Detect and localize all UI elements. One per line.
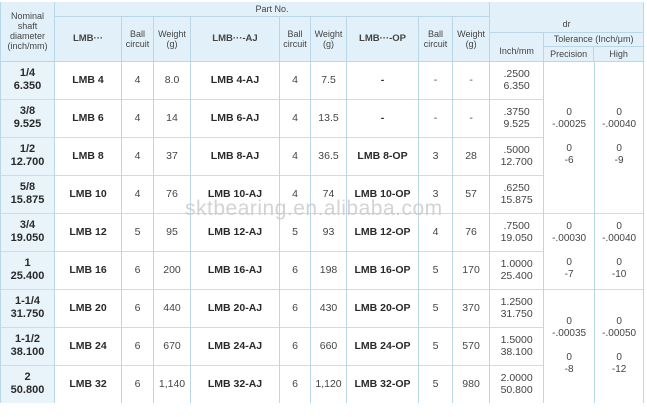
- ball-circuit-cell: 6: [280, 327, 311, 365]
- tolerance-value: 0: [566, 107, 572, 118]
- lmb-aj-part-cell: LMB 8-AJ: [191, 137, 280, 175]
- shaft-diameter-cell-line-2: 9.525: [13, 118, 42, 130]
- weight-cell: 13.5: [311, 99, 347, 137]
- ball-circuit-cell: 4: [419, 213, 453, 251]
- ball-circuit-cell: 4: [280, 61, 311, 99]
- tolerance-value: 0: [566, 352, 572, 363]
- table-row: [1, 61, 644, 99]
- shaft-diameter-cell-line-2: 31.750: [10, 308, 45, 320]
- tolerance-value: -6: [564, 155, 574, 166]
- lmb-header: LMB···: [55, 16, 122, 61]
- ball-circuit-cell: 6: [280, 251, 311, 289]
- shaft-diameter-cell: [1, 137, 55, 175]
- weight-header-1: Weight (g): [154, 16, 191, 61]
- dr-value-cell-line-1: 1.2500: [500, 296, 533, 308]
- precision-header: Precision: [544, 47, 594, 61]
- tolerance-gap: [595, 245, 643, 257]
- dr-value-cell-line-1: .5000: [503, 144, 530, 156]
- weight-cell: 57: [453, 175, 490, 213]
- tolerance-gap: [544, 340, 594, 352]
- lmb-part-cell: LMB 32: [55, 365, 122, 403]
- shaft-diameter-cell-line-1: 1: [24, 257, 31, 269]
- tolerance-value: -.00050: [602, 328, 637, 339]
- shaft-diameter-cell-line-2: 50.800: [10, 384, 45, 396]
- shaft-diameter-cell: [1, 213, 55, 251]
- data-body: [1, 61, 644, 403]
- tolerance-value: 0: [566, 257, 572, 268]
- ball-circuit-cell: 4: [122, 137, 154, 175]
- tolerance-value: 0: [566, 143, 572, 154]
- tolerance-value: -7: [564, 269, 574, 280]
- lmb-part-cell: LMB 20: [55, 289, 122, 327]
- tolerance-value: 0: [616, 107, 622, 118]
- dr-value-cell: [490, 61, 544, 99]
- shaft-diameter-cell-line-1: 3/4: [19, 219, 36, 231]
- tolerance-value: -.00040: [602, 119, 637, 130]
- ball-circuit-cell: -: [419, 99, 453, 137]
- ball-circuit-cell: 5: [280, 213, 311, 251]
- shaft-diameter-cell-line-1: 3/8: [19, 105, 36, 117]
- lmb-part-cell: LMB 4: [55, 61, 122, 99]
- dr-value-cell-line-1: .3750: [503, 106, 530, 118]
- high-tolerance-cell: [595, 61, 644, 213]
- lmb-aj-part-cell: LMB 4-AJ: [191, 61, 280, 99]
- dr-value-cell: [490, 175, 544, 213]
- shaft-diameter-cell-line-1: 1/4: [19, 67, 36, 79]
- tolerance-value: -.00025: [552, 119, 587, 130]
- dr-header: dr: [490, 16, 644, 32]
- weight-cell: 1,120: [311, 365, 347, 403]
- tolerance-value: 0: [616, 316, 622, 327]
- lmb-op-part-cell: LMB 24-OP: [347, 327, 419, 365]
- shaft-diameter-cell: [1, 251, 55, 289]
- watermark-text: sktbearing.en.alibaba.com: [185, 197, 443, 220]
- tolerance-value: -.00035: [552, 328, 587, 339]
- weight-header-3: Weight (g): [453, 16, 490, 61]
- shaft-diameter-cell-line-1: 1-1/2: [14, 333, 41, 345]
- weight-cell: 200: [154, 251, 191, 289]
- dr-value-cell-line-2: 6.350: [503, 80, 530, 92]
- nominal-diameter-header: Nominal shaft diameter (inch/mm): [1, 2, 55, 61]
- dr-value-cell-line-2: 50.800: [500, 384, 533, 396]
- tolerance-gap: [595, 131, 643, 143]
- high-tolerance-cell: [595, 213, 644, 289]
- shaft-diameter-cell: [1, 175, 55, 213]
- tolerance-value: 0: [616, 143, 622, 154]
- weight-cell: 76: [453, 213, 490, 251]
- weight-cell: 95: [154, 213, 191, 251]
- lmb-part-cell: LMB 16: [55, 251, 122, 289]
- dr-value-cell-line-2: 9.525: [503, 118, 530, 130]
- weight-header-2: Weight (g): [311, 16, 347, 61]
- precision-tolerance-cell: [544, 61, 595, 213]
- ball-circuit-cell: 5: [122, 213, 154, 251]
- weight-cell: 7.5: [311, 61, 347, 99]
- weight-cell: 570: [453, 327, 490, 365]
- ball-circuit-cell: 4: [280, 137, 311, 175]
- weight-cell: 170: [453, 251, 490, 289]
- dr-value-cell-line-2: 31.750: [500, 308, 533, 320]
- weight-cell: 440: [154, 289, 191, 327]
- weight-cell: 36.5: [311, 137, 347, 175]
- shaft-diameter-cell-line-2: 6.350: [13, 80, 42, 92]
- dr-value-cell-line-1: .2500: [503, 68, 530, 80]
- weight-cell: 370: [453, 289, 490, 327]
- shaft-diameter-cell-line-1: 1-1/4: [14, 295, 41, 307]
- table-row: [1, 213, 644, 251]
- shaft-diameter-cell-line-2: 25.400: [10, 270, 45, 282]
- tolerance-gap: [544, 245, 594, 257]
- dr-value-cell: [490, 327, 544, 365]
- weight-cell: 74: [311, 175, 347, 213]
- weight-cell: 430: [311, 289, 347, 327]
- weight-cell: 1,140: [154, 365, 191, 403]
- ball-circuit-cell: 6: [122, 251, 154, 289]
- lmb-part-cell: LMB 12: [55, 213, 122, 251]
- ball-circuit-cell: 4: [122, 175, 154, 213]
- dr-value-cell-line-2: 38.100: [500, 346, 533, 358]
- precision-tolerance-cell: [544, 213, 595, 289]
- shaft-diameter-cell-line-1: 1/2: [19, 143, 36, 155]
- ball-circuit-cell: 5: [419, 365, 453, 403]
- shaft-diameter-cell-line-2: 12.700: [10, 156, 45, 168]
- weight-cell: 28: [453, 137, 490, 175]
- shaft-diameter-cell-line-1: 5/8: [19, 181, 36, 193]
- dr-value-cell: [490, 213, 544, 251]
- weight-cell: -: [453, 61, 490, 99]
- ball-circuit-cell: 4: [122, 99, 154, 137]
- weight-cell: 76: [154, 175, 191, 213]
- lmb-op-part-cell: LMB 20-OP: [347, 289, 419, 327]
- lmb-op-part-cell: -: [347, 99, 419, 137]
- dr-value-cell-line-1: .7500: [503, 220, 530, 232]
- weight-cell: 93: [311, 213, 347, 251]
- tolerance-value: -12: [611, 364, 627, 375]
- ball-circuit-cell: 4: [280, 99, 311, 137]
- tolerance-subheaders: [544, 47, 643, 61]
- lmb-op-part-cell: LMB 8-OP: [347, 137, 419, 175]
- shaft-diameter-cell-line-2: 19.050: [10, 232, 45, 244]
- tolerance-value: 0: [616, 257, 622, 268]
- high-header: High: [609, 48, 628, 59]
- lmb-aj-part-cell: LMB 6-AJ: [191, 99, 280, 137]
- ball-circuit-cell: 3: [419, 175, 453, 213]
- dr-value-cell-line-2: 19.050: [500, 232, 533, 244]
- tolerance-header: Tolerance (Inch/μm): [544, 33, 643, 47]
- dr-value-cell: [490, 289, 544, 327]
- dr-value-cell-line-2: 12.700: [500, 156, 533, 168]
- ball-circuit-cell: 5: [419, 327, 453, 365]
- lmb-op-part-cell: LMB 32-OP: [347, 365, 419, 403]
- ball-circuit-cell: 6: [280, 365, 311, 403]
- dr-value-cell-line-1: .6250: [503, 182, 530, 194]
- lmb-part-cell: LMB 6: [55, 99, 122, 137]
- ball-circuit-cell: -: [419, 61, 453, 99]
- lmb-op-part-cell: LMB 10-OP: [347, 175, 419, 213]
- dr-value-cell-line-2: 15.875: [500, 194, 533, 206]
- tolerance-value: -9: [614, 155, 624, 166]
- shaft-diameter-cell-line-2: 38.100: [10, 346, 45, 358]
- shaft-diameter-cell: [1, 365, 55, 403]
- shaft-diameter-cell: [1, 327, 55, 365]
- lmb-part-cell: LMB 8: [55, 137, 122, 175]
- inch-mm-header: Inch/mm: [490, 32, 544, 61]
- tolerance-value: -.00040: [602, 233, 637, 244]
- weight-cell: 198: [311, 251, 347, 289]
- tolerance-value: 0: [616, 221, 622, 232]
- ball-circuit-cell: 4: [122, 61, 154, 99]
- lmb-aj-part-cell: LMB 16-AJ: [191, 251, 280, 289]
- part-no-header: Part No.: [55, 2, 490, 16]
- lmb-op-part-cell: -: [347, 61, 419, 99]
- tolerance-value: -8: [564, 364, 574, 375]
- shaft-diameter-cell-line-2: 15.875: [10, 194, 45, 206]
- lmb-op-header: LMB···-OP: [347, 16, 419, 61]
- weight-cell: 37: [154, 137, 191, 175]
- lmb-aj-part-cell: LMB 32-AJ: [191, 365, 280, 403]
- ball-circuit-header-3: Ball circuit: [419, 16, 453, 61]
- tolerance-header-group: [544, 32, 644, 61]
- ball-circuit-cell: 5: [419, 289, 453, 327]
- lmb-aj-part-cell: LMB 10-AJ: [191, 175, 280, 213]
- weight-cell: 980: [453, 365, 490, 403]
- shaft-diameter-cell-line-1: 2: [24, 371, 31, 383]
- lmb-op-part-cell: LMB 16-OP: [347, 251, 419, 289]
- ball-circuit-cell: 6: [122, 365, 154, 403]
- ball-circuit-cell: 3: [419, 137, 453, 175]
- dr-value-cell: [490, 99, 544, 137]
- ball-circuit-cell: 5: [419, 251, 453, 289]
- high-tolerance-cell: [595, 289, 644, 403]
- weight-cell: 660: [311, 327, 347, 365]
- dr-value-cell-line-1: 1.5000: [500, 334, 533, 346]
- lmb-aj-part-cell: LMB 12-AJ: [191, 213, 280, 251]
- table-row: [1, 289, 644, 327]
- tolerance-value: 0: [566, 221, 572, 232]
- tolerance-gap: [544, 131, 594, 143]
- tolerance-value: 0: [616, 352, 622, 363]
- weight-cell: -: [453, 99, 490, 137]
- shaft-diameter-cell: [1, 99, 55, 137]
- lmb-aj-part-cell: LMB 24-AJ: [191, 327, 280, 365]
- lmb-part-cell: LMB 10: [55, 175, 122, 213]
- shaft-diameter-cell: [1, 289, 55, 327]
- dr-value-cell: [490, 137, 544, 175]
- tolerance-value: -.00030: [552, 233, 587, 244]
- weight-cell: 14: [154, 99, 191, 137]
- ball-circuit-cell: 6: [280, 289, 311, 327]
- lmb-op-part-cell: LMB 12-OP: [347, 213, 419, 251]
- ball-circuit-cell: 6: [122, 289, 154, 327]
- precision-tolerance-cell: [544, 289, 595, 403]
- bearing-spec-table: [0, 2, 644, 403]
- ball-circuit-header-1: Ball circuit: [122, 16, 154, 61]
- ball-circuit-cell: 6: [122, 327, 154, 365]
- ball-circuit-header-2: Ball circuit: [280, 16, 311, 61]
- dr-value-cell: [490, 251, 544, 289]
- lmb-aj-part-cell: LMB 20-AJ: [191, 289, 280, 327]
- dr-value-cell-line-1: 1.0000: [500, 258, 533, 270]
- tolerance-value: -10: [611, 269, 627, 280]
- lmb-part-cell: LMB 24: [55, 327, 122, 365]
- weight-cell: 8.0: [154, 61, 191, 99]
- weight-cell: 670: [154, 327, 191, 365]
- dr-spacer-header: [490, 2, 644, 16]
- dr-value-cell-line-2: 25.400: [500, 270, 533, 282]
- dr-value-cell-line-1: 2.0000: [500, 372, 533, 384]
- tolerance-value: 0: [566, 316, 572, 327]
- shaft-diameter-cell: [1, 61, 55, 99]
- tolerance-gap: [595, 340, 643, 352]
- lmb-aj-header: LMB···-AJ: [191, 16, 280, 61]
- ball-circuit-cell: 4: [280, 175, 311, 213]
- dr-value-cell: [490, 365, 544, 403]
